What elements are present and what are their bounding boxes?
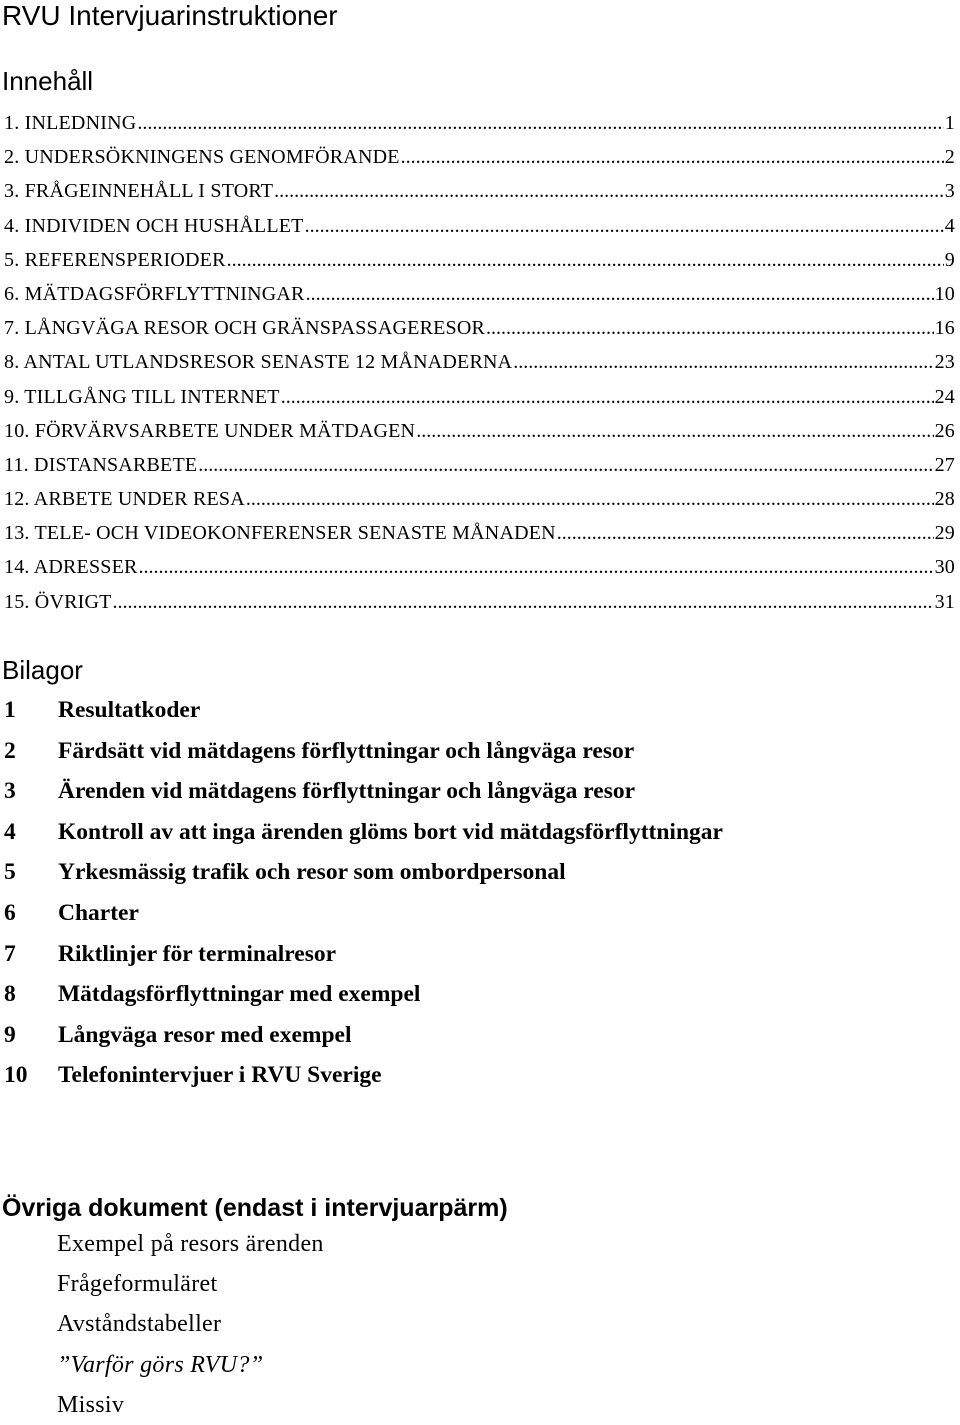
toc-entry-label: 9. TILLGÅNG TILL INTERNET: [4, 385, 280, 408]
toc-leader-dots: [139, 550, 934, 584]
appendix-item: [4, 852, 723, 893]
toc-entry-page: 2: [944, 146, 955, 169]
toc-entry[interactable]: [4, 516, 955, 550]
appendix-title: Riktlinjer för terminalresor: [58, 940, 337, 967]
other-documents-list: [57, 1224, 324, 1425]
toc-leader-dots: [486, 311, 934, 345]
toc-heading: Innehåll: [2, 66, 94, 96]
toc-entry-page: 31: [934, 590, 955, 613]
toc-entry-label: 15. ÖVRIGT: [4, 590, 112, 613]
toc-entry-label: 14. ADRESSER: [4, 556, 138, 579]
toc-entry-label: 13. TELE- OCH VIDEOKONFERENSER SENASTE MÅNADEN: [4, 522, 556, 545]
appendix-number: 1: [4, 697, 16, 723]
toc-entry-page: 9: [944, 248, 955, 271]
toc-entry[interactable]: [4, 106, 955, 140]
appendix-item: [4, 1055, 723, 1096]
appendix-item: [4, 690, 723, 731]
toc-leader-dots: [113, 585, 934, 619]
appendix-number: 7: [4, 940, 16, 967]
toc-leader-dots: [557, 516, 934, 550]
toc-entry-label: 6. MÄTDAGSFÖRFLYTTNINGAR: [4, 282, 305, 305]
other-document-item: Avståndstabeller: [57, 1311, 222, 1338]
toc-leader-dots: [305, 209, 944, 243]
appendix-number: 4: [4, 818, 16, 845]
other-document-item: Exempel på resors ärenden: [57, 1231, 324, 1257]
appendix-number: 3: [4, 778, 16, 805]
appendix-item: [4, 812, 723, 853]
toc-entry-page: 23: [934, 351, 955, 374]
toc-entry-page: 29: [934, 522, 955, 545]
toc-entry-label: 1. INLEDNING: [4, 112, 137, 134]
toc-entry-page: 16: [934, 317, 955, 340]
appendix-number: 2: [4, 737, 16, 764]
other-document-item: Frågeformuläret: [57, 1271, 218, 1298]
toc-entry-label: 8. ANTAL UTLANDSRESOR SENASTE 12 MÅNADERNA: [4, 351, 513, 374]
toc-leader-dots: [281, 380, 934, 414]
appendix-title: Långväga resor med exempel: [58, 1021, 352, 1048]
appendix-item: [4, 974, 723, 1015]
other-documents-heading: Övriga dokument (endast i intervjuarpärm): [2, 1194, 508, 1222]
appendix-title: Ärenden vid mätdagens förflyttningar och långväga resor: [58, 778, 636, 805]
toc-entry-page: 28: [934, 488, 955, 511]
toc-entry-page: 4: [944, 214, 955, 237]
toc-leader-dots: [401, 140, 944, 174]
toc-entry-label: 10. FÖRVÄRVSARBETE UNDER MÄTDAGEN: [4, 419, 416, 442]
toc-leader-dots: [306, 277, 934, 311]
toc-entry[interactable]: [4, 448, 955, 482]
appendix-item: [4, 731, 723, 772]
toc-entry[interactable]: [4, 277, 955, 311]
toc-leader-dots: [246, 482, 934, 516]
bilagor-heading: Bilagor: [2, 655, 83, 685]
toc-entry-label: 7. LÅNGVÄGA RESOR OCH GRÄNSPASSAGERESOR: [4, 317, 486, 340]
toc-entry-page: 10: [934, 282, 955, 305]
toc-entry-label: 2. UNDERSÖKNINGENS GENOMFÖRANDE: [4, 146, 400, 169]
toc-entry-page: 3: [944, 180, 955, 203]
other-document-item: Missiv: [57, 1391, 125, 1418]
appendix-title: Kontroll av att inga ärenden glöms bort vid mätdagsförflyttningar: [58, 818, 723, 845]
toc-entry[interactable]: [4, 345, 955, 379]
toc-entry-label: 5. REFERENSPERIODER: [4, 248, 226, 271]
appendix-title: Charter: [58, 899, 139, 926]
appendix-number: 10: [4, 1062, 28, 1089]
toc-entry[interactable]: [4, 482, 955, 516]
appendix-number: 5: [4, 859, 16, 886]
toc-entry[interactable]: [4, 209, 955, 243]
toc-entry-page: 1: [944, 112, 955, 134]
appendix-number: 6: [4, 899, 16, 926]
toc-entry[interactable]: [4, 140, 955, 174]
document-title: RVU Intervjuarinstruktioner: [2, 0, 338, 31]
other-document-item: ”Varför görs RVU?”: [57, 1351, 264, 1378]
appendix-item: [4, 1015, 723, 1056]
table-of-contents: [4, 106, 955, 619]
toc-leader-dots: [137, 106, 943, 140]
toc-entry[interactable]: [4, 550, 955, 584]
appendix-title: Färdsätt vid mätdagens förflyttningar och långväga resor: [58, 737, 635, 764]
appendix-number: 9: [4, 1021, 16, 1048]
appendix-list: [4, 690, 723, 1096]
toc-entry-label: 12. ARBETE UNDER RESA: [4, 488, 245, 511]
appendix-title: Mätdagsförflyttningar med exempel: [58, 981, 421, 1008]
appendix-item: [4, 771, 723, 812]
toc-leader-dots: [227, 243, 944, 277]
toc-entry-page: 27: [934, 453, 955, 476]
toc-entry-page: 30: [934, 556, 955, 579]
toc-entry-page: 24: [934, 385, 955, 408]
appendix-item: [4, 893, 723, 934]
toc-entry[interactable]: [4, 380, 955, 414]
toc-entry[interactable]: [4, 311, 955, 345]
appendix-title: Yrkesmässig trafik och resor som ombordpersonal: [58, 859, 566, 886]
toc-entry[interactable]: [4, 243, 955, 277]
toc-leader-dots: [198, 448, 933, 482]
appendix-title: Resultatkoder: [58, 697, 201, 723]
toc-entry-label: 3. FRÅGEINNEHÅLL I STORT: [4, 180, 274, 203]
toc-leader-dots: [274, 174, 944, 208]
toc-leader-dots: [513, 345, 933, 379]
toc-entry[interactable]: [4, 174, 955, 208]
toc-entry-label: 4. INDIVIDEN OCH HUSHÅLLET: [4, 214, 304, 237]
toc-entry[interactable]: [4, 414, 955, 448]
toc-entry-label: 11. DISTANSARBETE: [4, 453, 198, 476]
appendix-number: 8: [4, 981, 16, 1008]
appendix-title: Telefonintervjuer i RVU Sverige: [58, 1062, 382, 1089]
appendix-item: [4, 934, 723, 975]
toc-entry[interactable]: [4, 585, 955, 619]
toc-entry-page: 26: [934, 419, 955, 442]
toc-leader-dots: [416, 414, 933, 448]
